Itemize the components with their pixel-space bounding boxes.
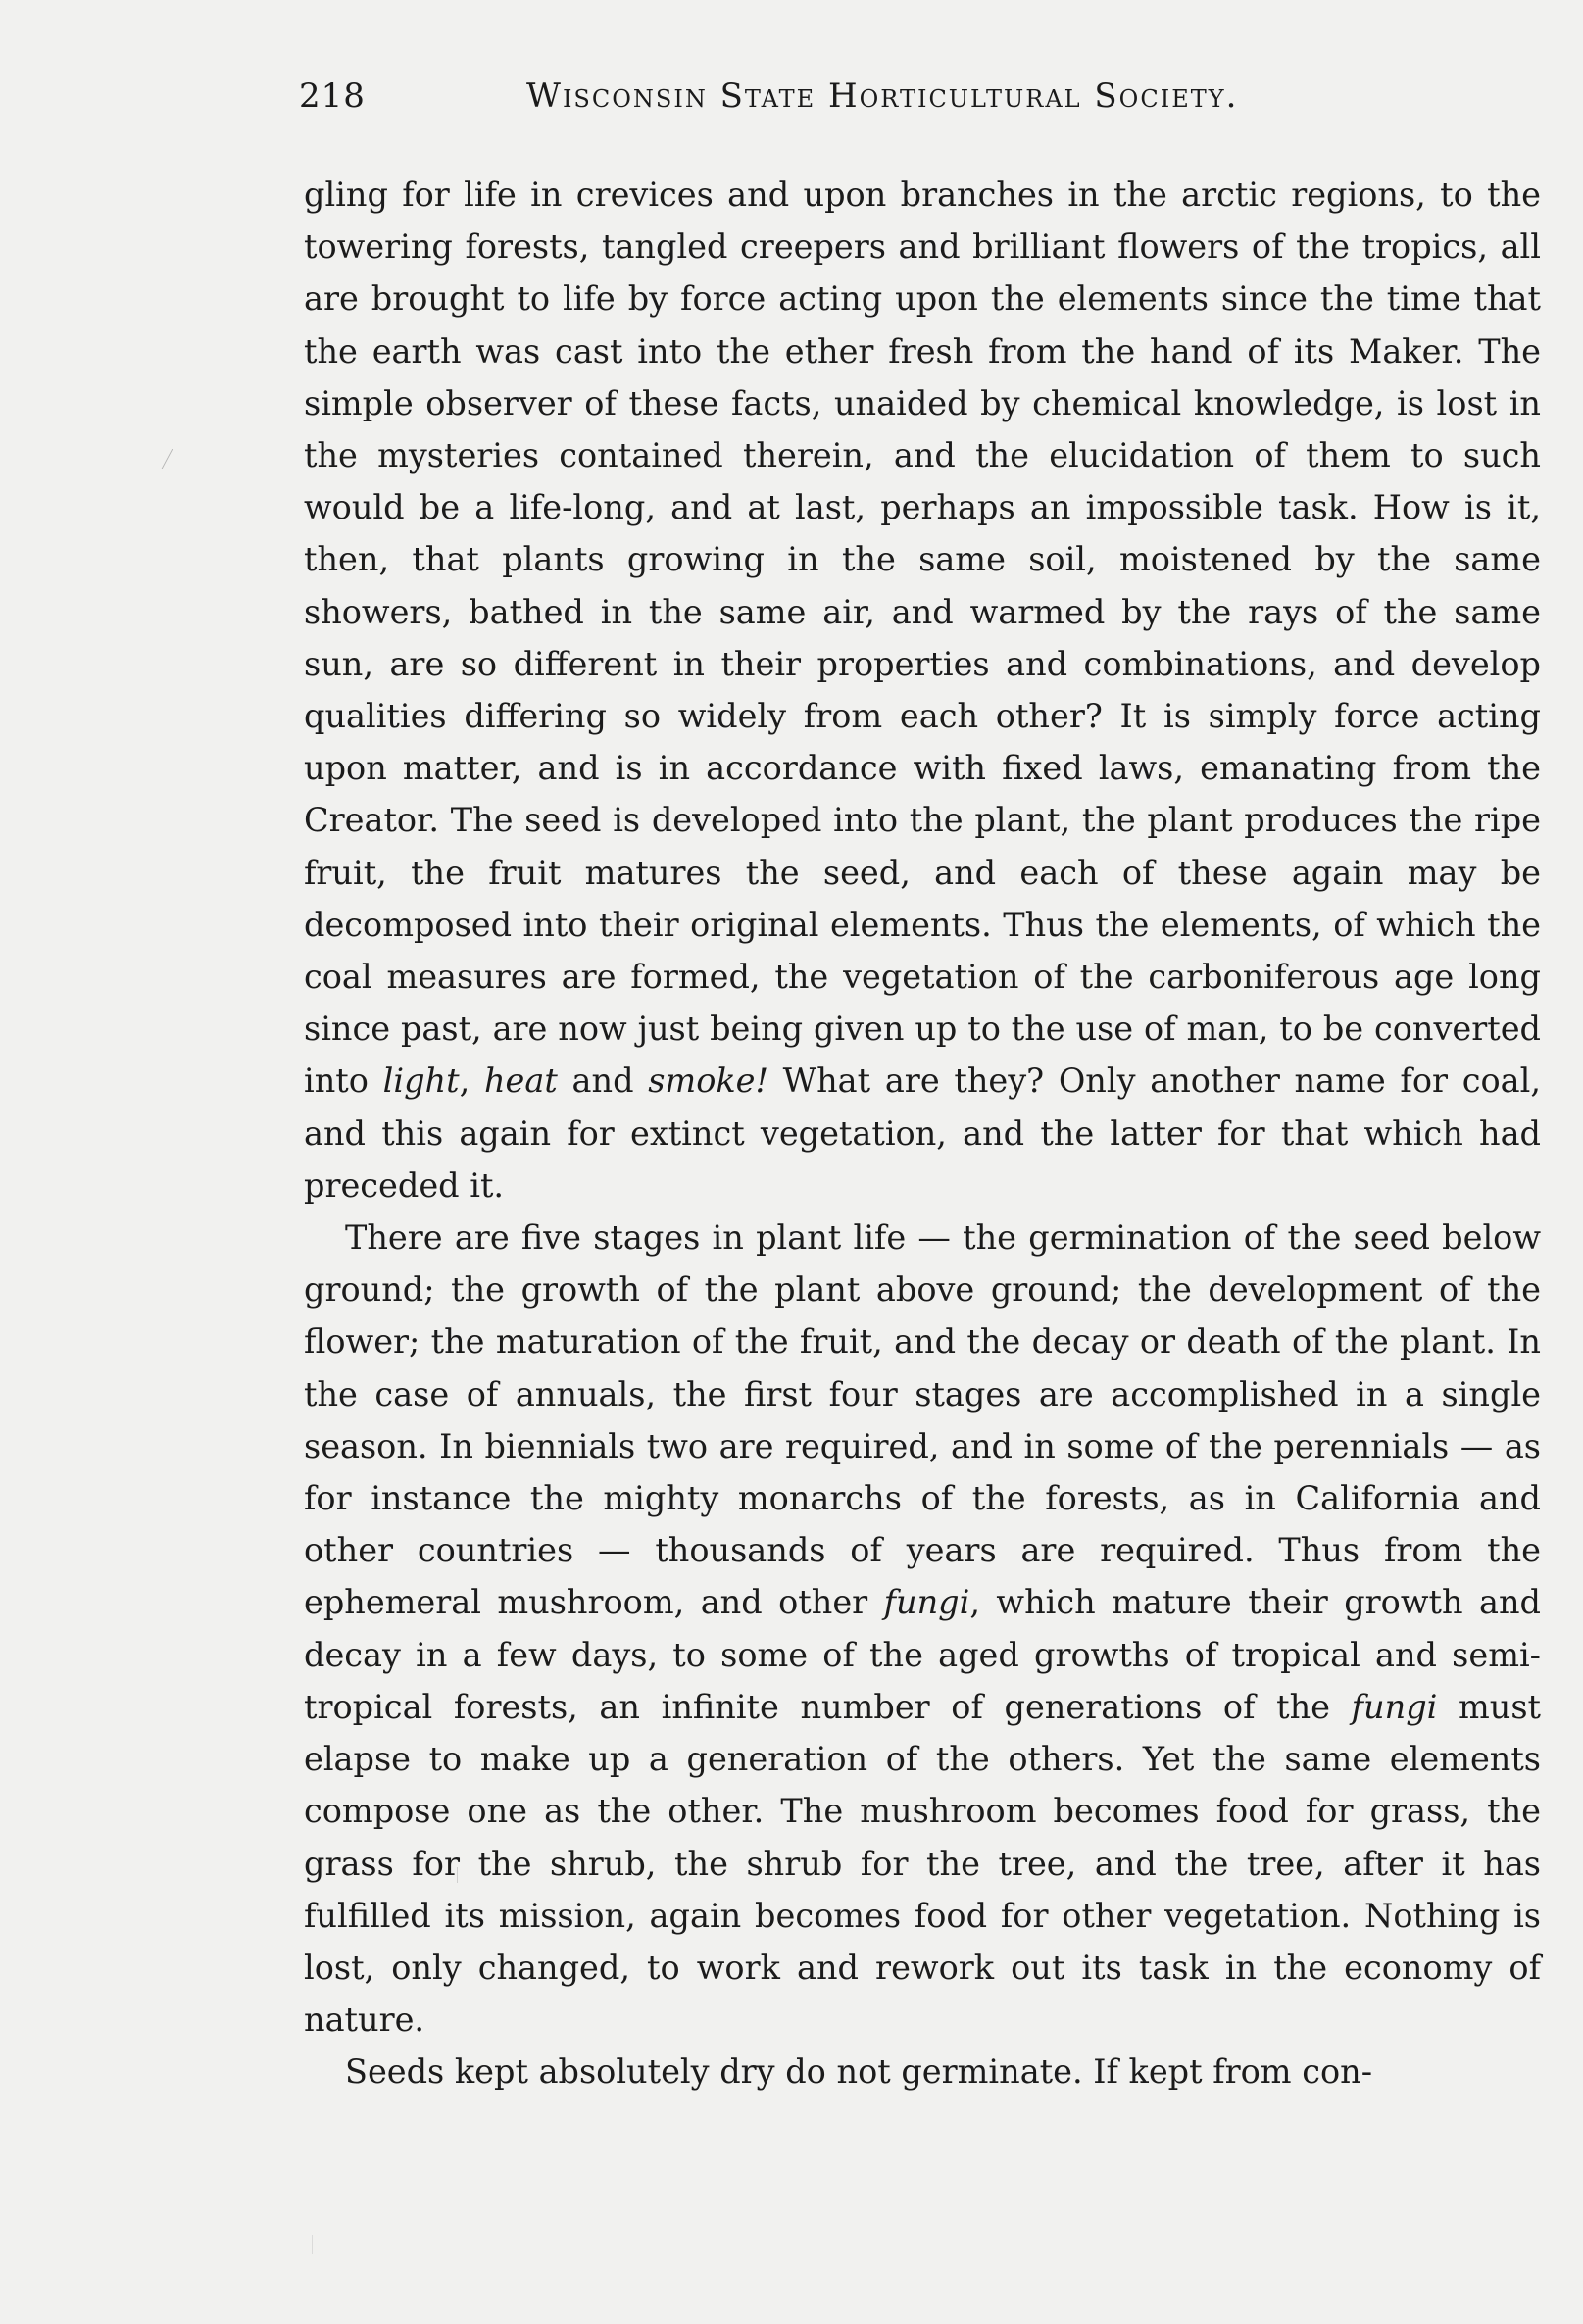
- paragraph-text: and: [557, 1062, 649, 1101]
- paragraph-text: gling for life in crevices and upon branches in the arctic regions, to the towering forests, tangled creepers and brilliant flowers of the tropics, all are brought to life by force acting upon the elements since the time that the earth was cast into the ether fresh from the hand of its Maker. The simple observer of these facts, unaided by chemical knowledge, is lost in the mysteries contained therein, and the elucidation of them to such would be a life-long, and at last, perhaps an impossible task. How is it, then, that plants growing in the same soil, moistened by the same showers, bathed in the same air, and warmed by the rays of the same sun, are so different in their properties and combinations, and develop qualities differing so widely from each other? It is simply force acting upon matter, and is in accordance with fixed laws, emanating from the Creator. The seed is developed into the plant, the plant produces the ripe fruit, the fruit matures the seed, and each of these again may be decomposed into their original elements. Thus the elements, of which the coal measures are formed, the vegetation of the carboniferous age long since past, are now just being given up to the use of man, to be converted into: [304, 175, 1541, 1101]
- paragraph-text: ,: [459, 1062, 484, 1101]
- page-number: 218: [299, 76, 366, 116]
- page-header: [299, 76, 1348, 135]
- paragraph-text: There are five stages in plant life — the germination of the seed below ground; the growth of the plant above ground; the development of the flower; the maturation of the fruit, and the decay or death of the plant. In the case of annuals, the first four stages are accomplished in a single season. In biennials two are required, and in some of the perennials — as for instance the mighty monarchs of the forests, as in California and other countries — thousands of years are required. Thus from the ephemeral mushroom, and other: [304, 1218, 1541, 1622]
- running-head: Wisconsin State Horticultural Society.: [526, 76, 1239, 116]
- paragraph-text: must elapse to make up a generation of the others. Yet the same elements compose one as the other. The mushroom becomes food for grass, the grass for the shrub, the shrub for the tree, and the tree, after it has fulfilled its mission, again becomes food for other vegetation. Nothing is lost, only changed, to work and rework out its task in the economy of nature.: [304, 1687, 1541, 2040]
- paragraph: Seeds kept absolutely dry do not germinate. If kept from con-: [345, 2052, 1373, 2092]
- italic-word: fungi: [883, 1583, 970, 1622]
- italic-word: light: [382, 1062, 460, 1101]
- paragraph-text: What are they? Only another name for coal, and this again for extinct vegetation, and the latter for that which had preceded it.: [304, 1062, 1541, 1205]
- italic-word: fungi: [1351, 1687, 1438, 1726]
- paragraph: [304, 1211, 1541, 2046]
- paragraph: [304, 169, 1541, 1211]
- italic-word: heat: [483, 1062, 558, 1101]
- print-blemish: [312, 2235, 313, 2254]
- italic-word: smoke!: [648, 1062, 768, 1101]
- paragraph-text: , which mature their growth and decay in a few days, to some of the aged growths of tropical and semi-tropical forests, an infinite number of generations of the: [304, 1583, 1541, 1726]
- margin-pencil-mark: [162, 449, 181, 469]
- body-text: [304, 169, 1541, 2099]
